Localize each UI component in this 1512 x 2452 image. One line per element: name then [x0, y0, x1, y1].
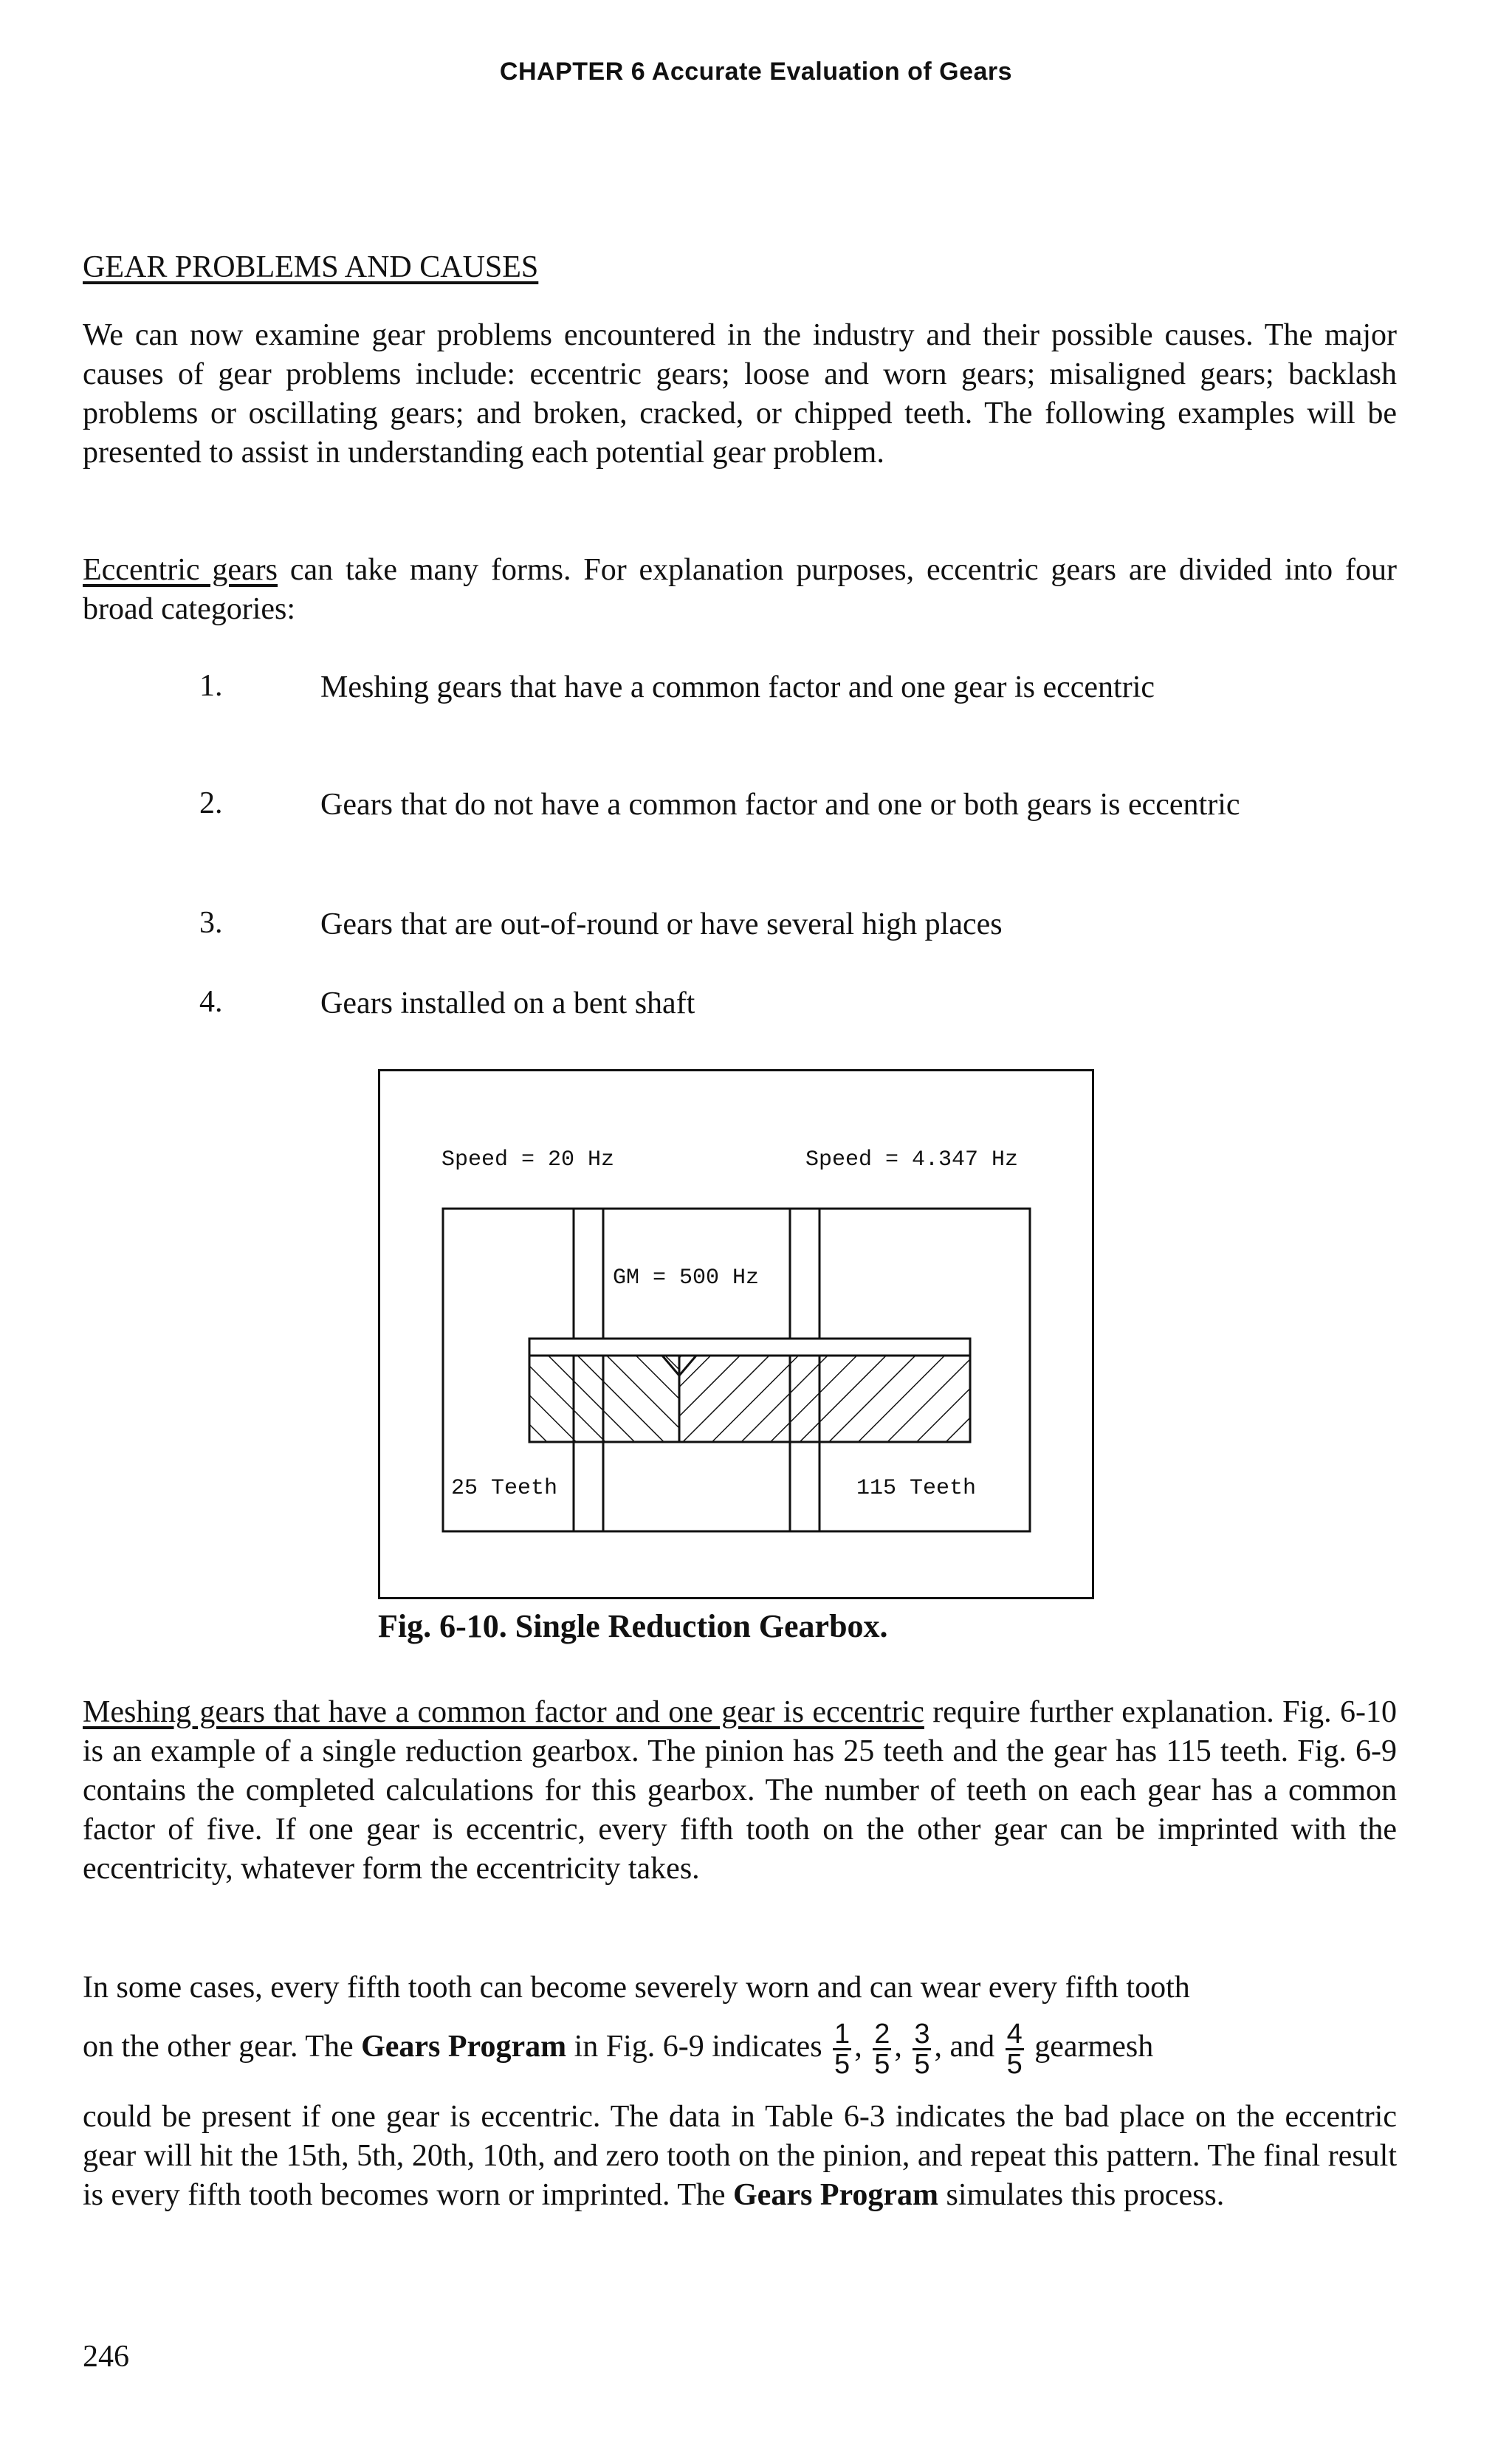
- fraction-1-5: $\frac{1}{5}$: [834, 2019, 850, 2080]
- worn-teeth-line1: In some cases, every fifth tooth can become severely worn and can wear every fifth tooth: [83, 1971, 1190, 2005]
- worn-teeth-end: simulates this process.: [938, 2178, 1225, 2212]
- page-number: 246: [83, 2340, 129, 2374]
- gearmesh-fraction-line: on the other gear. The Gears Program in Fig. 6-9 indicates $\frac{1}{5}$ , $\frac{2}{5}$ , $\frac{3}{5}$ , and $\frac{4}{5}$ gearmesh: [83, 2019, 1154, 2080]
- list-item-4: Gears installed on a bent shaft: [320, 986, 695, 1020]
- fraction-line-text-b: in Fig. 6-9 indicates: [566, 2030, 822, 2064]
- list-number-1: 1.: [199, 669, 223, 703]
- speed-left-label: Speed = 20 Hz: [441, 1147, 615, 1172]
- list-item-3: Gears that are out-of-round or have several high places: [320, 907, 1003, 941]
- section-title: GEAR PROBLEMS AND CAUSES: [83, 250, 539, 284]
- speed-right-label: Speed = 4.347 Hz: [805, 1147, 1019, 1172]
- gear-rim: [529, 1339, 970, 1356]
- intro-paragraph: We can now examine gear problems encountered in the industry and their possible causes. The major causes of gear problems include: eccentric gears; loose and worn gears; misaligned gears; backlash problems or oscillating gears; and broken, cracked, or chipped teeth. The following examples will be presented to assist in understanding each potential gear problem.: [83, 318, 1397, 470]
- meshing-paragraph-text: require further explanation. Fig. 6-10 is an example of a single reduction gearbox. The pinion has 25 teeth and the gear has 115 teeth. Fig. 6-9 contains the completed calculations for this gearbox. The number of teeth on each gear has a common factor of five. If one gear is eccentric, every fifth tooth on the other gear can be imprinted with the eccentricity, whatever form the eccentricity takes.: [83, 1695, 1397, 1886]
- eccentric-paragraph: [83, 551, 1397, 629]
- figure-caption: Fig. 6-10. Single Reduction Gearbox.: [378, 1608, 888, 1644]
- fraction-4-5: $\frac{4}{5}$: [1006, 2019, 1023, 2080]
- chapter-header: CHAPTER 6 Accurate Evaluation of Gears: [499, 58, 1013, 86]
- gearmesh-word: gearmesh: [1034, 2030, 1154, 2064]
- list-item-2: Gears that do not have a common factor and one or both gears is eccentric: [320, 788, 1240, 822]
- fraction-3-5: $\frac{3}{5}$: [914, 2019, 930, 2080]
- gear-teeth-label: 115 Teeth: [856, 1476, 977, 1501]
- fraction-2-5: $\frac{2}{5}$: [874, 2019, 890, 2080]
- list-number-3: 3.: [199, 906, 223, 940]
- fraction-line-text-a: on the other gear. The: [83, 2030, 362, 2064]
- gear-hatch: [679, 1356, 970, 1442]
- pinion-hatch: [529, 1356, 679, 1442]
- gears-program-term-2: Gears Program: [733, 2178, 938, 2212]
- eccentric-gears-term: Eccentric gears: [83, 553, 278, 587]
- fraction-and: , and: [934, 2030, 995, 2064]
- worn-teeth-paragraph-rest: [83, 2098, 1397, 2215]
- pinion-teeth-label: 25 Teeth: [451, 1476, 558, 1501]
- list-number-4: 4.: [199, 985, 223, 1019]
- gears-program-term: Gears Program: [361, 2030, 567, 2064]
- gearbox-figure: [378, 1069, 1094, 1599]
- meshing-term: Meshing gears that have a common factor and one gear is eccentric: [83, 1695, 924, 1729]
- eccentric-paragraph-text: can take many forms. For explanation purposes, eccentric gears are divided into four broad categories:: [83, 553, 1397, 626]
- list-number-2: 2.: [199, 786, 223, 820]
- worn-teeth-text: could be present if one gear is eccentric. The data in Table 6-3 indicates the bad place on the eccentric gear will hit the 15th, 5th, 20th, 10th, and zero tooth on the pinion, and repeat this pattern. The final result is every fifth tooth becomes worn or imprinted. The: [83, 2100, 1397, 2212]
- gearmesh-label: GM = 500 Hz: [613, 1266, 760, 1291]
- meshing-paragraph: [83, 1693, 1397, 1889]
- list-item-1: Meshing gears that have a common factor and one gear is eccentric: [320, 670, 1155, 704]
